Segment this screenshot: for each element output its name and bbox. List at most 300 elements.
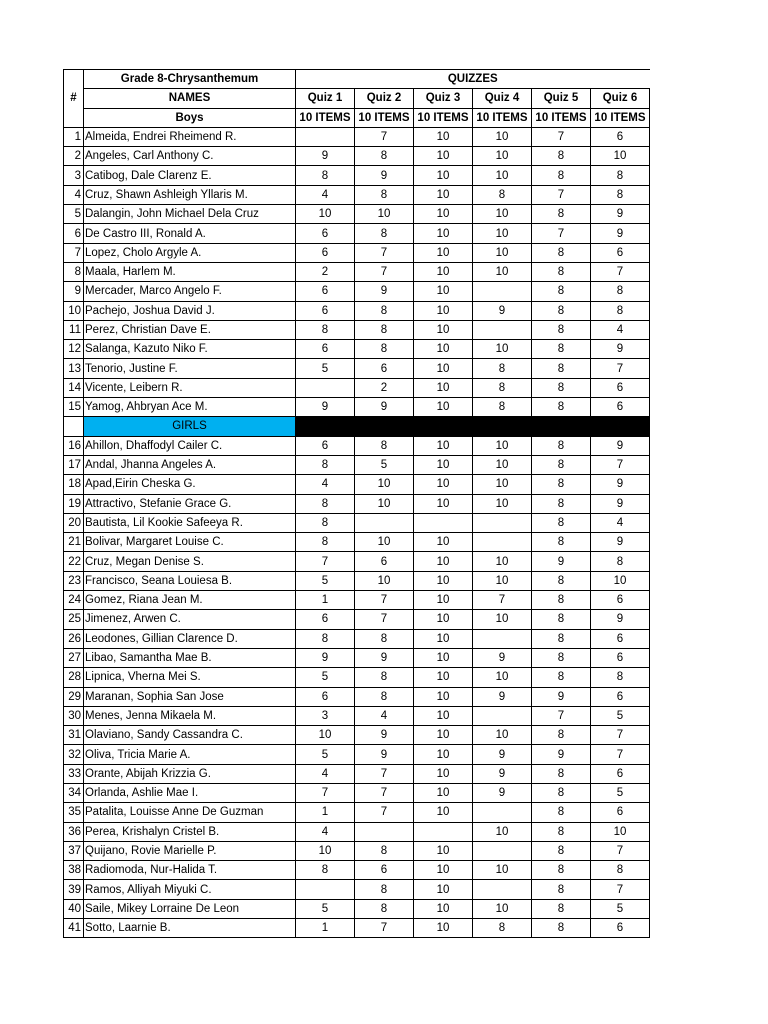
quiz-2-score: 7	[355, 262, 414, 281]
quiz-6-score: 8	[591, 166, 650, 185]
quiz-5-score: 8	[532, 880, 591, 899]
quiz-2-score: 8	[355, 629, 414, 648]
quiz-3-score: 10	[414, 591, 473, 610]
quiz-6-score: 10	[591, 147, 650, 166]
quiz-2-score: 8	[355, 320, 414, 339]
quiz-4-score	[473, 533, 532, 552]
student-name: Salanga, Kazuto Niko F.	[84, 340, 296, 359]
quiz-6-score: 7	[591, 726, 650, 745]
quiz-2-score: 8	[355, 301, 414, 320]
student-row	[64, 533, 650, 552]
quiz-2-score: 9	[355, 398, 414, 417]
quiz-6-score: 5	[591, 783, 650, 802]
quiz-6-score: 6	[591, 919, 650, 938]
quiz-3-score: 10	[414, 205, 473, 224]
student-row	[64, 861, 650, 880]
student-row	[64, 282, 650, 301]
quiz-1-score: 5	[296, 899, 355, 918]
quiz-4-score: 9	[473, 301, 532, 320]
student-name: Francisco, Seana Louiesa B.	[84, 571, 296, 590]
quiz-2-score: 8	[355, 340, 414, 359]
student-row	[64, 706, 650, 725]
quiz-5-score: 8	[532, 320, 591, 339]
row-number: 41	[64, 919, 84, 938]
student-row	[64, 668, 650, 687]
student-row	[64, 899, 650, 918]
quiz-6-header: Quiz 6	[591, 89, 650, 108]
quiz-4-score: 8	[473, 919, 532, 938]
student-name: Catibog, Dale Clarenz E.	[84, 166, 296, 185]
quiz-3-score: 10	[414, 127, 473, 146]
quiz-1-score	[296, 127, 355, 146]
student-name: Pachejo, Joshua David J.	[84, 301, 296, 320]
row-number: 19	[64, 494, 84, 513]
quiz-3-header: Quiz 3	[414, 89, 473, 108]
student-row	[64, 591, 650, 610]
quiz-5-score: 8	[532, 243, 591, 262]
index-header: #	[64, 70, 84, 128]
row-number: 7	[64, 243, 84, 262]
quiz-6-score: 6	[591, 398, 650, 417]
quiz-3-score	[414, 822, 473, 841]
student-row	[64, 764, 650, 783]
student-name: Andal, Jhanna Angeles A.	[84, 455, 296, 474]
quiz-4-score: 10	[473, 340, 532, 359]
quiz-3-score: 10	[414, 455, 473, 474]
divider-blank-cell	[64, 417, 84, 436]
quiz-6-score: 7	[591, 841, 650, 860]
student-name: Maala, Harlem M.	[84, 262, 296, 281]
quiz-2-score: 8	[355, 436, 414, 455]
quiz-5-score: 8	[532, 726, 591, 745]
row-number: 3	[64, 166, 84, 185]
quiz-6-score: 9	[591, 340, 650, 359]
quiz-1-score: 9	[296, 648, 355, 667]
quiz-1-score: 5	[296, 668, 355, 687]
quiz-3-score: 10	[414, 880, 473, 899]
quiz-4-score: 10	[473, 899, 532, 918]
quiz-2-score: 9	[355, 745, 414, 764]
quiz-1-score: 6	[296, 610, 355, 629]
quiz-1-score: 6	[296, 301, 355, 320]
quiz-4-score: 10	[473, 166, 532, 185]
quiz-2-score: 10	[355, 205, 414, 224]
quiz-3-score: 10	[414, 919, 473, 938]
row-number: 34	[64, 783, 84, 802]
student-row	[64, 648, 650, 667]
quiz-5-score: 8	[532, 861, 591, 880]
student-name: Libao, Samantha Mae B.	[84, 648, 296, 667]
student-name: Lipnica, Vherna Mei S.	[84, 668, 296, 687]
student-row	[64, 224, 650, 243]
student-name: Ahillon, Dhaffodyl Cailer C.	[84, 436, 296, 455]
student-row	[64, 571, 650, 590]
quiz-5-score: 8	[532, 340, 591, 359]
quiz-1-score: 6	[296, 243, 355, 262]
quiz-3-score: 10	[414, 320, 473, 339]
quiz-5-score: 8	[532, 205, 591, 224]
quiz-6-score: 9	[591, 533, 650, 552]
quiz-6-score: 6	[591, 764, 650, 783]
student-row	[64, 340, 650, 359]
quiz-1-score: 8	[296, 166, 355, 185]
quiz-5-score: 8	[532, 166, 591, 185]
row-number: 33	[64, 764, 84, 783]
quiz-5-score: 8	[532, 571, 591, 590]
quiz-3-score: 10	[414, 533, 473, 552]
quiz-1-score: 5	[296, 571, 355, 590]
quiz-3-score: 10	[414, 803, 473, 822]
student-row	[64, 147, 650, 166]
quiz-1-score: 1	[296, 803, 355, 822]
quiz-2-score: 7	[355, 803, 414, 822]
row-number: 32	[64, 745, 84, 764]
quiz-2-score: 7	[355, 783, 414, 802]
quiz-3-score: 10	[414, 494, 473, 513]
quiz-4-score: 10	[473, 494, 532, 513]
quiz-1-score: 9	[296, 147, 355, 166]
quiz-5-score: 7	[532, 224, 591, 243]
quiz-5-score: 8	[532, 899, 591, 918]
row-number: 31	[64, 726, 84, 745]
row-number: 8	[64, 262, 84, 281]
quiz-3-score: 10	[414, 340, 473, 359]
quiz-2-items: 10 ITEMS	[355, 108, 414, 127]
student-row	[64, 919, 650, 938]
quiz-5-score: 8	[532, 513, 591, 532]
quiz-items-row	[64, 108, 650, 127]
student-name: Cruz, Shawn Ashleigh Yllaris M.	[84, 185, 296, 204]
row-number: 10	[64, 301, 84, 320]
quiz-6-score: 7	[591, 359, 650, 378]
quiz-5-score: 8	[532, 262, 591, 281]
quiz-1-score: 10	[296, 841, 355, 860]
row-number: 30	[64, 706, 84, 725]
student-row	[64, 243, 650, 262]
quiz-6-score: 9	[591, 494, 650, 513]
row-number: 1	[64, 127, 84, 146]
quiz-1-score: 6	[296, 282, 355, 301]
quiz-5-score: 8	[532, 494, 591, 513]
student-name: Attractivo, Stefanie Grace G.	[84, 494, 296, 513]
student-row	[64, 320, 650, 339]
row-number: 9	[64, 282, 84, 301]
student-row	[64, 841, 650, 860]
quiz-3-score: 10	[414, 745, 473, 764]
student-row	[64, 185, 650, 204]
quiz-5-score: 7	[532, 127, 591, 146]
quiz-4-score: 9	[473, 745, 532, 764]
quiz-5-score: 8	[532, 803, 591, 822]
student-row	[64, 822, 650, 841]
row-number: 26	[64, 629, 84, 648]
quiz-3-score: 10	[414, 726, 473, 745]
row-number: 25	[64, 610, 84, 629]
quiz-1-score: 8	[296, 629, 355, 648]
row-number: 16	[64, 436, 84, 455]
grades-table	[63, 69, 650, 938]
student-row	[64, 359, 650, 378]
quiz-5-score: 8	[532, 436, 591, 455]
student-row	[64, 436, 650, 455]
quiz-5-score: 8	[532, 398, 591, 417]
quiz-3-score: 10	[414, 398, 473, 417]
names-header: NAMES	[84, 89, 296, 108]
quiz-3-score: 10	[414, 648, 473, 667]
student-row	[64, 513, 650, 532]
quiz-3-score: 10	[414, 552, 473, 571]
quiz-name-row	[64, 89, 650, 108]
row-number: 15	[64, 398, 84, 417]
row-number: 2	[64, 147, 84, 166]
student-name: Perea, Krishalyn Cristel B.	[84, 822, 296, 841]
student-name: Olaviano, Sandy Cassandra C.	[84, 726, 296, 745]
quiz-4-score	[473, 513, 532, 532]
quiz-2-score: 8	[355, 899, 414, 918]
quiz-4-score: 10	[473, 262, 532, 281]
girls-divider-bar	[296, 417, 650, 436]
student-name: Dalangin, John Michael Dela Cruz	[84, 205, 296, 224]
row-number: 24	[64, 591, 84, 610]
quiz-6-score: 4	[591, 320, 650, 339]
student-name: Angeles, Carl Anthony C.	[84, 147, 296, 166]
quiz-2-score: 9	[355, 282, 414, 301]
quiz-2-score: 9	[355, 648, 414, 667]
student-row	[64, 552, 650, 571]
quiz-3-score: 10	[414, 243, 473, 262]
quiz-4-score: 10	[473, 205, 532, 224]
student-row	[64, 745, 650, 764]
quiz-6-score: 5	[591, 706, 650, 725]
student-name: Orlanda, Ashlie Mae I.	[84, 783, 296, 802]
student-name: Oliva, Tricia Marie A.	[84, 745, 296, 764]
student-name: Bautista, Lil Kookie Safeeya R.	[84, 513, 296, 532]
student-name: Quijano, Rovie Marielle P.	[84, 841, 296, 860]
student-name: Vicente, Leibern R.	[84, 378, 296, 397]
quiz-4-score	[473, 629, 532, 648]
boys-label: Boys	[84, 108, 296, 127]
quiz-4-score: 10	[473, 822, 532, 841]
quiz-3-score: 10	[414, 706, 473, 725]
quiz-3-score: 10	[414, 262, 473, 281]
quiz-5-score: 8	[532, 301, 591, 320]
quiz-3-score: 10	[414, 783, 473, 802]
quiz-3-score: 10	[414, 301, 473, 320]
quiz-2-score: 7	[355, 127, 414, 146]
quiz-1-score: 3	[296, 706, 355, 725]
quiz-6-score: 7	[591, 455, 650, 474]
quiz-3-score	[414, 513, 473, 532]
quiz-2-score: 10	[355, 533, 414, 552]
student-row	[64, 783, 650, 802]
student-row	[64, 205, 650, 224]
quiz-4-score: 8	[473, 398, 532, 417]
quiz-4-score: 9	[473, 764, 532, 783]
quiz-2-score: 8	[355, 880, 414, 899]
student-name: Menes, Jenna Mikaela M.	[84, 706, 296, 725]
student-row	[64, 262, 650, 281]
student-name: Orante, Abijah Krizzia G.	[84, 764, 296, 783]
student-row	[64, 880, 650, 899]
quiz-4-score: 8	[473, 359, 532, 378]
student-name: Leodones, Gillian Clarence D.	[84, 629, 296, 648]
quiz-3-score: 10	[414, 668, 473, 687]
quiz-3-items: 10 ITEMS	[414, 108, 473, 127]
quiz-4-score: 9	[473, 648, 532, 667]
quiz-2-score: 6	[355, 359, 414, 378]
quiz-4-score: 8	[473, 185, 532, 204]
row-number: 5	[64, 205, 84, 224]
student-name: Almeida, Endrei Rheimend R.	[84, 127, 296, 146]
quiz-6-score: 6	[591, 243, 650, 262]
student-row	[64, 127, 650, 146]
quiz-2-score: 8	[355, 668, 414, 687]
quiz-2-score	[355, 822, 414, 841]
student-name: Maranan, Sophia San Jose	[84, 687, 296, 706]
quiz-3-score: 10	[414, 475, 473, 494]
quiz-1-score: 8	[296, 533, 355, 552]
quiz-4-score: 10	[473, 243, 532, 262]
quiz-1-score: 6	[296, 340, 355, 359]
quiz-2-score: 8	[355, 687, 414, 706]
quiz-6-score: 6	[591, 687, 650, 706]
quiz-4-score: 10	[473, 455, 532, 474]
quiz-4-items: 10 ITEMS	[473, 108, 532, 127]
row-number: 20	[64, 513, 84, 532]
quiz-2-score: 6	[355, 861, 414, 880]
student-name: Cruz, Megan Denise S.	[84, 552, 296, 571]
quiz-5-score: 8	[532, 147, 591, 166]
row-number: 18	[64, 475, 84, 494]
quiz-4-score	[473, 282, 532, 301]
quiz-5-score: 8	[532, 378, 591, 397]
quiz-5-score: 8	[532, 610, 591, 629]
quiz-3-score: 10	[414, 899, 473, 918]
quiz-5-score: 8	[532, 475, 591, 494]
quiz-2-score: 7	[355, 591, 414, 610]
quiz-1-score: 1	[296, 919, 355, 938]
quiz-5-score: 8	[532, 919, 591, 938]
student-row	[64, 494, 650, 513]
quiz-4-score: 10	[473, 147, 532, 166]
quiz-3-score: 10	[414, 166, 473, 185]
quiz-3-score: 10	[414, 687, 473, 706]
quiz-1-score: 6	[296, 687, 355, 706]
quiz-5-score: 8	[532, 822, 591, 841]
quiz-4-score: 10	[473, 610, 532, 629]
quiz-4-score: 8	[473, 378, 532, 397]
girls-divider-row	[64, 417, 650, 436]
student-name: Ramos, Alliyah Miyuki C.	[84, 880, 296, 899]
quiz-1-score: 6	[296, 224, 355, 243]
quiz-5-score: 8	[532, 668, 591, 687]
quiz-1-score: 4	[296, 185, 355, 204]
quiz-6-score: 9	[591, 224, 650, 243]
quiz-1-score: 10	[296, 205, 355, 224]
quiz-2-score: 9	[355, 166, 414, 185]
quizzes-header: QUIZZES	[296, 70, 650, 89]
student-name: Lopez, Cholo Argyle A.	[84, 243, 296, 262]
quiz-4-header: Quiz 4	[473, 89, 532, 108]
quiz-3-score: 10	[414, 764, 473, 783]
quiz-4-score	[473, 320, 532, 339]
row-number: 4	[64, 185, 84, 204]
student-name: Sotto, Laarnie B.	[84, 919, 296, 938]
row-number: 39	[64, 880, 84, 899]
quiz-6-score: 10	[591, 822, 650, 841]
student-name: Saile, Mikey Lorraine De Leon	[84, 899, 296, 918]
quiz-4-score: 10	[473, 552, 532, 571]
quiz-6-score: 6	[591, 803, 650, 822]
title-row	[64, 70, 650, 89]
quiz-3-score: 10	[414, 610, 473, 629]
quiz-6-score: 7	[591, 880, 650, 899]
quiz-1-score: 8	[296, 455, 355, 474]
student-row	[64, 166, 650, 185]
quiz-2-score: 8	[355, 841, 414, 860]
quiz-5-score: 8	[532, 783, 591, 802]
quiz-6-score: 9	[591, 205, 650, 224]
quiz-4-score	[473, 706, 532, 725]
quiz-3-score: 10	[414, 436, 473, 455]
quiz-5-items: 10 ITEMS	[532, 108, 591, 127]
quiz-4-score: 10	[473, 127, 532, 146]
quiz-5-score: 8	[532, 533, 591, 552]
quiz-6-score: 8	[591, 552, 650, 571]
student-row	[64, 610, 650, 629]
quiz-6-score: 8	[591, 185, 650, 204]
quiz-2-header: Quiz 2	[355, 89, 414, 108]
student-name: Tenorio, Justine F.	[84, 359, 296, 378]
quiz-1-score: 10	[296, 726, 355, 745]
quiz-1-score: 8	[296, 494, 355, 513]
quiz-6-score: 10	[591, 571, 650, 590]
row-number: 22	[64, 552, 84, 571]
quiz-2-score: 4	[355, 706, 414, 725]
quiz-2-score: 8	[355, 224, 414, 243]
quiz-2-score: 7	[355, 764, 414, 783]
quiz-5-score: 8	[532, 629, 591, 648]
student-row	[64, 629, 650, 648]
quiz-1-score: 6	[296, 436, 355, 455]
student-name: Mercader, Marco Angelo F.	[84, 282, 296, 301]
quiz-4-score: 10	[473, 861, 532, 880]
quiz-6-score: 5	[591, 899, 650, 918]
quiz-2-score: 6	[355, 552, 414, 571]
student-name: Gomez, Riana Jean M.	[84, 591, 296, 610]
quiz-2-score: 5	[355, 455, 414, 474]
quiz-5-score: 8	[532, 359, 591, 378]
row-number: 29	[64, 687, 84, 706]
quiz-2-score: 8	[355, 185, 414, 204]
quiz-1-score: 5	[296, 359, 355, 378]
quiz-3-score: 10	[414, 224, 473, 243]
quiz-6-score: 7	[591, 262, 650, 281]
student-row	[64, 378, 650, 397]
quiz-2-score: 10	[355, 494, 414, 513]
quiz-2-score: 10	[355, 475, 414, 494]
student-row	[64, 726, 650, 745]
row-number: 23	[64, 571, 84, 590]
quiz-2-score: 7	[355, 919, 414, 938]
student-row	[64, 398, 650, 417]
row-number: 36	[64, 822, 84, 841]
quiz-6-score: 6	[591, 378, 650, 397]
quiz-5-score: 8	[532, 648, 591, 667]
quiz-6-score: 8	[591, 301, 650, 320]
quiz-1-score: 9	[296, 398, 355, 417]
student-row	[64, 475, 650, 494]
